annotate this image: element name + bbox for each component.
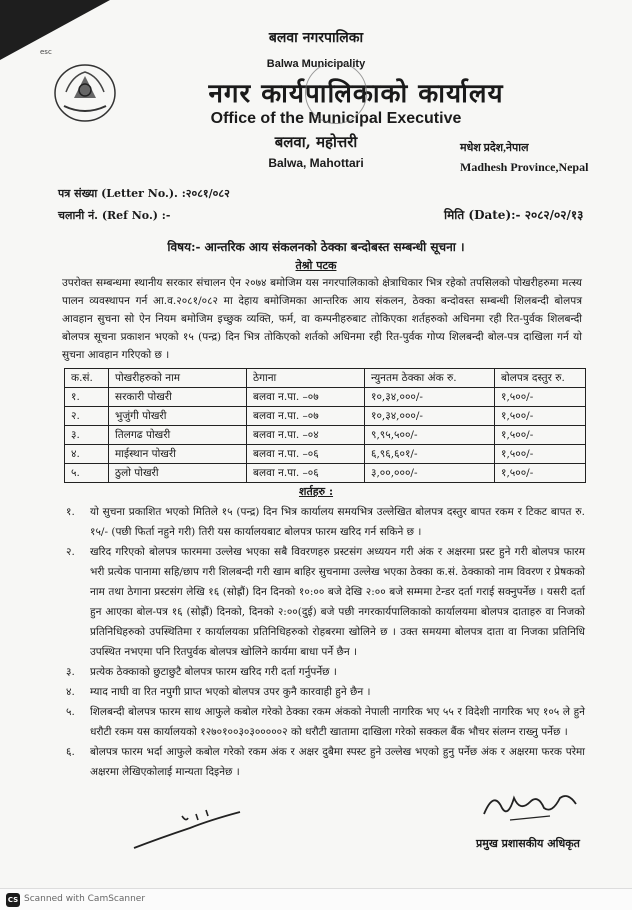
cell-pond-name: सरकारी पोखरी	[109, 388, 247, 407]
cell-address: बलवा न.पा. –०६	[247, 464, 365, 483]
col-header-fee: बोलपत्र दस्तुर रु.	[495, 369, 586, 388]
camscanner-logo-icon: CS	[6, 893, 20, 907]
document-date: मिति (Date):- २०८२/०२/१३	[444, 208, 584, 222]
cell-min-amount: ६,९६,६०१/-	[365, 445, 495, 464]
cell-serial: ३.	[65, 426, 109, 445]
condition-text: खरिद गरिएको बोलपत्र फारममा उल्लेख भएका सबै विवरणहरु प्रस्टसंग अध्ययन गरी अंक र अक्षरमा प्रस्ट हुने गरी बोलपत्र फारम भरी प्रत्येक पानामा सहि/छाप गरी शिलबन्दी गरी खाम बाहिर सुचनामा उल्लेख भएका ठेक्का क.सं. ठेक्काको नाम विवरण र प्रेषकको नाम तथा ठेगाना प्रस्टसंग लेखि १६ (सोह्रौं) दिन दिनको १०:०० बजे देखि २:०० बजे सम्ममा टेन्डर दर्ता गराई सक्नुपर्नेछ । यसरी दर्ता हुन आएका बोल-पत्र १६ (सोह्रौं) दिनको, दिनको २:००(दुई) बजे पछी नगरकार्यपालिकाको कार्यालयमा बोलपत्र दाताहरु वा निजको प्रतिनिधिहरुको उपस्थितिमा र कार्यालयका प्रतिनिधिहरुको रोहबरमा खोलिने छ । उक्त समयमा बोलपत्र दाता वा निजका प्रतिनिधि उपस्थित नभएमा पनि रितपुर्वक बोलपत्र खोलिने कार्यमा बाधा पर्ने छैन ।	[90, 546, 585, 658]
letter-number: पत्र संख्या (Letter No.). :२०८१/०८२	[58, 187, 230, 200]
cell-fee: १,५००/-	[495, 445, 586, 464]
esc-key-label: esc	[40, 48, 52, 56]
cell-address: बलवा न.पा. –०६	[247, 445, 365, 464]
officer-signature	[480, 784, 580, 824]
condition-item	[66, 702, 585, 742]
cell-fee: १,५००/-	[495, 464, 586, 483]
office-title-np: नगर कार्यपालिकाको कार्यालय	[208, 79, 504, 109]
condition-item	[66, 682, 585, 702]
cell-address: बलवा न.पा. –०७	[247, 407, 365, 426]
municipality-name-np: बलवा नगरपालिका	[268, 30, 364, 46]
municipality-name-en: Balwa Municipality	[266, 58, 366, 70]
intro-paragraph: उपरोक्त सम्बन्धमा स्थानीय सरकार संचालन ऐन २०७४ बमोजिम यस नगरपालिकाको क्षेत्राधिकार भित्र रहेको तपसिलको पोखरीहरुमा मत्स्य पालन व्यवस्थापन गर्न आ.व.२०८१/०८२ मा देहाय बमोजिमका आन्तरिक आय संकलन, ठेक्का बन्दोवस्त सम्बन्धी शिलबन्दी बोलपत्र आवहान सुचना सो ऐन नियम बमोजिम इच्छुक व्यक्ति, फर्म, वा कम्पनीहरुबाट तोकिएका शर्तहरुको अधिनमा रही रित-पुर्वक शिलबन्दी बोलपत्र सूचना प्रकाशन भएको १५ (पन्द्र) दिन भित्र तोकिएको शर्तको अधिनमा रही रित-पुर्वक गोप्य शिलबन्दी बोल-पत्र दाखिला गर्न यो सुचना आवहान गरिएको छ ।	[62, 277, 582, 361]
cell-min-amount: ३,००,०००/-	[365, 464, 495, 483]
cell-pond-name: माईस्थान पोखरी	[109, 445, 247, 464]
office-title-en: Office of the Municipal Executive	[210, 110, 462, 127]
cell-serial: ५.	[65, 464, 109, 483]
cell-min-amount: ९,९५,५००/-	[365, 426, 495, 445]
cell-serial: ४.	[65, 445, 109, 464]
condition-number: ३.	[66, 666, 75, 678]
officer-title: प्रमुख प्रशासकीय अधिकृत	[476, 837, 580, 850]
ponds-table	[64, 368, 586, 483]
cell-min-amount: १०,३४,०००/-	[365, 388, 495, 407]
condition-item	[66, 502, 585, 542]
conditions-heading: शर्तहरु :	[298, 485, 334, 498]
condition-number: १.	[66, 506, 75, 518]
location-np: बलवा, महोत्तरी	[274, 133, 358, 151]
condition-item	[66, 662, 585, 682]
table-header-row	[65, 369, 586, 388]
notice-round-heading: तेश्रो पटक	[295, 259, 337, 272]
condition-number: ६.	[66, 746, 75, 758]
camscanner-footer	[0, 888, 632, 910]
table-row	[65, 407, 586, 426]
condition-number: ४.	[66, 686, 75, 698]
conditions-list	[66, 502, 585, 782]
condition-text: यो सुचना प्रकाशित भएको मितिले १५ (पन्द्र) दिन भित्र कार्यालय समयभित्र उल्लेखित बोलपत्र दस्तुर बापत रकम र टिकट बापत रु. १५/- (पछी फिर्ता नहुने गरी) तिरी यस कार्यालयबाट बोलपत्र फारम खरिद गर्न सकिने छ ।	[90, 506, 585, 538]
reference-number: चलानी नं. (Ref No.) :-	[58, 209, 171, 222]
condition-item	[66, 542, 585, 662]
cell-fee: १,५००/-	[495, 407, 586, 426]
office-seal	[305, 62, 367, 124]
cell-min-amount: १०,३४,०००/-	[365, 407, 495, 426]
cell-address: बलवा न.पा. –०४	[247, 426, 365, 445]
cell-pond-name: भुजुंगी पोखरी	[109, 407, 247, 426]
condition-number: २.	[66, 546, 75, 558]
table-row	[65, 388, 586, 407]
cell-fee: १,५००/-	[495, 388, 586, 407]
condition-text: म्याद नाघी वा रित नपुगी प्राप्त भएको बोलपत्र उपर कुनै कारवाही हुने छैन ।	[90, 686, 371, 698]
location-en: Balwa, Mahottari	[268, 156, 364, 170]
table-row	[65, 445, 586, 464]
province-np: मधेश प्रदेश,नेपाल	[460, 142, 529, 154]
condition-text: बोलपत्र फारम भर्दा आफुले कबोल गरेको रकम अंक र अक्षर दुबैमा स्पस्ट हुने उल्लेख भएको हुनु पर्नेछ अंक र अक्षरमा फरक परेमा अक्षरमा लेखिएकोलाई मान्यता दिइनेछ ।	[90, 746, 585, 778]
col-header-pond-name: पोखरीहरुको नाम	[109, 369, 247, 388]
condition-item	[66, 742, 585, 782]
subject-line: विषय:- आन्तरिक आय संकलनको ठेक्का बन्दोबस्त सम्बन्धी सूचना ।	[167, 240, 465, 254]
cell-serial: २.	[65, 407, 109, 426]
condition-text: शिलबन्दी बोलपत्र फारम साथ आफुले कबोल गरेको ठेक्का रकम अंकको नेपाली नागरिक भए ५५ र विदेशी नागरिक भए १०५ ले हुने धरौटी रकम यस कार्यालयको १२७०१००३०३०००००२ को धरौटी खातामा दाखिला गरेको सक्कल बैंक भौचर संलग्न राख्नु पर्नेछ ।	[90, 706, 585, 738]
handwritten-mark	[130, 808, 245, 854]
condition-text: प्रत्येक ठेक्काको छुटाछुटै बोलपत्र फारम खरिद गरी दर्ता गर्नुपर्नेछ ।	[90, 666, 337, 678]
camscanner-watermark-text: Scanned with CamScanner	[24, 894, 146, 904]
col-header-address: ठेगाना	[247, 369, 365, 388]
table-row	[65, 464, 586, 483]
cell-fee: १,५००/-	[495, 426, 586, 445]
cell-pond-name: तिलगढ पोखरी	[109, 426, 247, 445]
table-row	[65, 426, 586, 445]
province-en: Madhesh Province,Nepal	[460, 160, 589, 174]
condition-number: ५.	[66, 706, 75, 718]
cell-pond-name: ठुलो पोखरी	[109, 464, 247, 483]
col-header-serial: क.सं.	[65, 369, 109, 388]
cell-serial: १.	[65, 388, 109, 407]
cell-address: बलवा न.पा. –०७	[247, 388, 365, 407]
col-header-min-amount: न्युनतम ठेक्का अंक रु.	[365, 369, 495, 388]
